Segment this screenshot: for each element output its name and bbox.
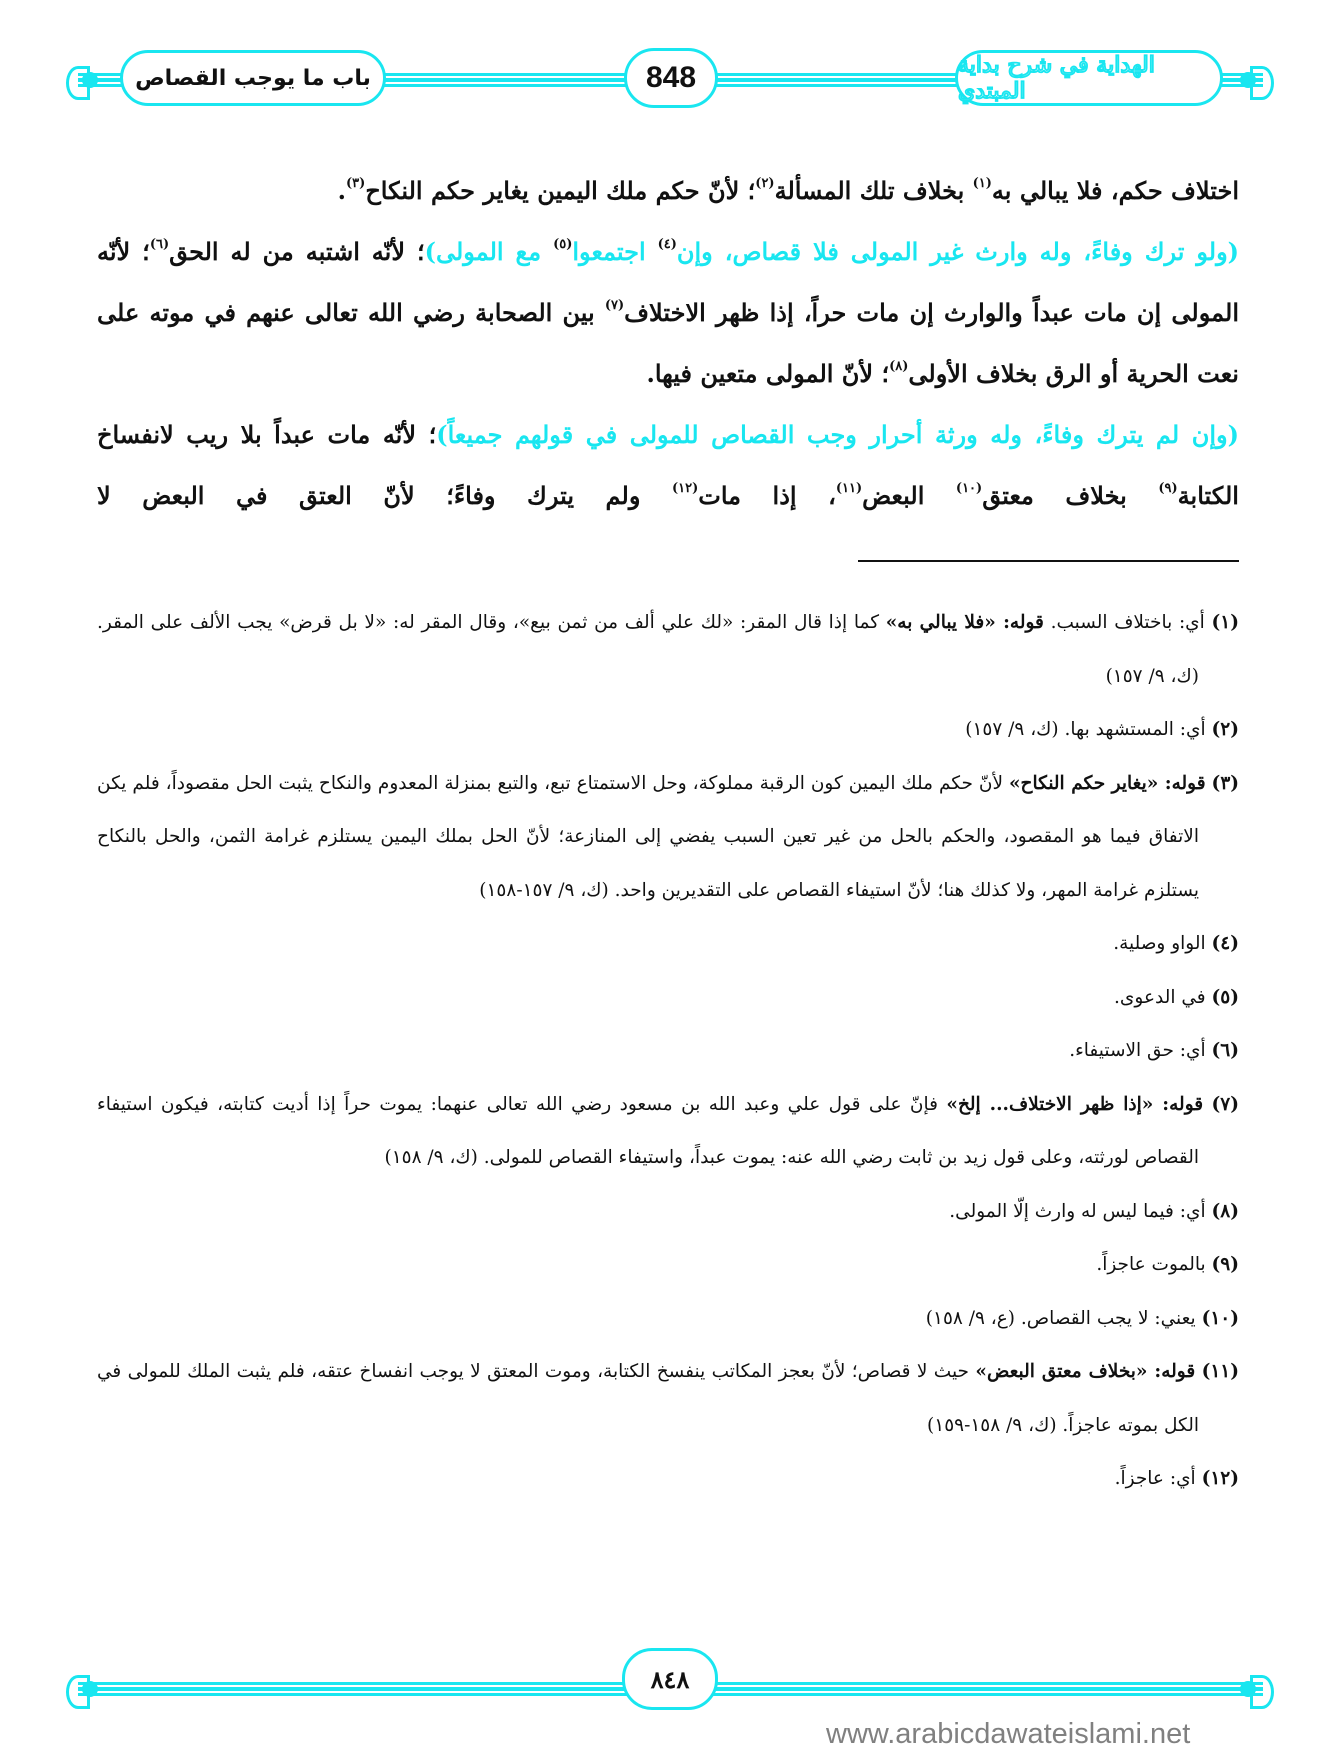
footnote-text: فإنّ على قول علي وعبد الله بن مسعود رضي الله تعالى عنهما: يموت حراً إذا أديت كتابته، فيكون استيفاء القصاص لورثته، وعلى قول زيد بن ثابت رضي الله عنه: يموت عبداً، واستيفاء القصاص للمولى. (ك، ٩/ ١٥٨) — [97, 1093, 1199, 1168]
footnote-lemma: قوله: «بخلاف معتق البعض» — [975, 1361, 1196, 1382]
footnote-ref[interactable]: (١٢) — [671, 481, 699, 496]
footnote-ref[interactable]: (٣) — [346, 176, 366, 191]
sharh-text: ؛ لأنّه اشتبه من له الحق — [169, 237, 425, 266]
footnote-text: أي: باختلاف السبب. — [1043, 612, 1205, 633]
book-title-logo: الهداية في شرح بداية المبتدي — [958, 52, 1155, 104]
chapter-title: باب ما يوجب القصاص — [135, 65, 371, 91]
footnote-number: (٩) — [1211, 1254, 1239, 1275]
footnote-number: (٤) — [1211, 933, 1239, 954]
footnote-text: أي: المستشهد بها. (ك، ٩/ ١٥٧) — [965, 719, 1206, 740]
footnote-ref[interactable]: (٧) — [604, 298, 625, 313]
footnote-ref[interactable]: (٤) — [657, 237, 677, 252]
footnote-text: أي: عاجزاً. — [1114, 1468, 1196, 1489]
footnote-ref[interactable]: (١٠) — [955, 481, 983, 496]
footnote-number: (٣) — [1211, 772, 1240, 794]
footnote-text: يعني: لا يجب القصاص. (ع، ٩/ ١٥٨) — [925, 1307, 1196, 1329]
matn-text: اجتمعوا — [572, 237, 658, 266]
footnote-ref[interactable]: (٩) — [1158, 481, 1178, 496]
footnote — [97, 971, 1239, 1025]
sharh-text: بين الصحابة رضي الله تعالى عنهم في موته على نعت الحرية أو الرق بخلاف الأولى — [97, 298, 1239, 388]
footnote-text: بالموت عاجزاً. — [1096, 1254, 1206, 1275]
footnote-text: الواو وصلية. — [1113, 933, 1206, 954]
sharh-text: اختلاف حكم، فلا يبالي به — [991, 176, 1239, 205]
footnote-ref[interactable]: (١) — [972, 176, 992, 191]
footnote — [97, 1024, 1239, 1078]
sharh-text: بخلاف معتق — [982, 481, 1159, 510]
page-number: 848 — [645, 61, 697, 94]
footnote-ref[interactable]: (٥) — [553, 237, 573, 252]
book-title-pill — [955, 50, 1223, 106]
sharh-text: البعض — [862, 481, 956, 510]
footnote-text: لأنّ حكم ملك اليمين كون الرقبة مملوكة، وحل الاستمتاع تبع، والتبع بمنزلة المعدوم والنكاح يثبت الحل مقصوداً، فلم يكن الاتفاق فيما هو المقصود، والحكم بالحل من غير تعين السبب يفضي إلى المنازعة؛ لأنّ الحل بملك اليمين يستلزم غرامة الثمن، والحل بالنكاح يستلزم غرامة المهر، ولا كذلك هنا؛ لأنّ استيفاء القصاص على التقديرين واحد. (ك، ٩/ ١٥٧-١٥٨) — [97, 772, 1199, 901]
ornament-knot — [82, 1681, 98, 1697]
footnote — [97, 757, 1239, 918]
matn-text: (وإن لم يترك وفاءً، وله ورثة أحرار وجب القصاص للمولى في قولهم جميعاً) — [436, 420, 1239, 449]
matn-text: (ولو ترك وفاءً، وله وارث غير المولى فلا قصاص، وإن — [676, 237, 1240, 266]
footnote-number: (١١) — [1201, 1361, 1239, 1382]
footnote-text: أي: حق الاستيفاء. — [1069, 1040, 1206, 1061]
main-paragraph — [97, 404, 1239, 526]
matn-text: مع المولى) — [424, 237, 554, 266]
sharh-text: ؛ لأنّه المولى إن مات عبداً والوارث إن مات حراً، إذا ظهر الاختلاف — [97, 237, 1239, 327]
sharh-text: بخلاف تلك المسألة — [774, 176, 973, 205]
footer-page-pill — [622, 1648, 718, 1710]
sharh-text: ؛ لأنّه مات عبداً بلا ريب لانفساخ الكتابة — [97, 420, 1239, 510]
footer-page-number: ٨٤٨ — [650, 1664, 690, 1694]
sharh-text: ؛ لأنّ المولى متعين فيها. — [646, 359, 890, 388]
footnote-ref[interactable]: (١١) — [835, 481, 863, 496]
footnote-number: (٥) — [1211, 986, 1239, 1008]
footnote — [97, 1185, 1239, 1239]
website-watermark: www.arabicdawateislami.net — [826, 1718, 1191, 1750]
page-number-pill — [624, 48, 718, 108]
footnote-text: كما إذا قال المقر: «لك علي ألف من ثمن بيع»، وقال المقر له: «لا بل قرض» يجب الألف على المقر. (ك، ٩/ ١٥٧) — [97, 612, 1199, 687]
main-paragraph — [97, 221, 1239, 404]
footnote-lemma: قوله: «فلا يبالي به» — [885, 612, 1044, 633]
sharh-text: ؛ لأنّ حكم ملك اليمين يغاير حكم النكاح — [365, 176, 756, 205]
footnote — [97, 1292, 1239, 1346]
footnote-ref[interactable]: (٢) — [755, 176, 775, 191]
footnote-separator — [858, 560, 1239, 562]
footnote-number: (١٢) — [1201, 1468, 1239, 1489]
footnote-ref[interactable]: (٨) — [889, 359, 909, 374]
ornament-knot — [1240, 72, 1256, 88]
chapter-title-pill — [120, 50, 386, 106]
footnote-number: (٦) — [1211, 1040, 1239, 1061]
footnotes — [97, 596, 1239, 1506]
sharh-text: . — [337, 176, 347, 205]
footnote-text: أي: فيما ليس له وارث إلّا المولى. — [949, 1200, 1206, 1222]
footnote — [97, 917, 1239, 971]
sharh-text: ، إذا مات — [698, 481, 836, 510]
footnote-lemma: قوله: «إذا ظهر الاختلاف... إلخ» — [946, 1093, 1204, 1115]
footnote — [97, 1078, 1239, 1185]
footnote — [97, 1238, 1239, 1292]
footnote-text: في الدعوى. — [1114, 986, 1206, 1008]
footnote — [97, 703, 1239, 757]
ornament-knot — [82, 72, 98, 88]
footnote — [97, 1345, 1239, 1452]
sharh-text: ولم يترك وفاءً؛ لأنّ العتق في البعض لا — [97, 481, 672, 510]
footnote-text: حيث لا قصاص؛ لأنّ بعجز المكاتب ينفسخ الكتابة، وموت المعتق لا يوجب انفساخ عتقه، فلم يثبت الملك للمولى في الكل بموته عاجزاً. (ك، ٩/ ١٥٨-١٥٩) — [97, 1361, 1199, 1436]
footnote-number: (١٠) — [1201, 1307, 1239, 1329]
footnote-number: (٧) — [1211, 1093, 1239, 1115]
footnote-number: (٢) — [1211, 719, 1239, 740]
footnote-ref[interactable]: (٦) — [149, 237, 170, 252]
ornament-knot — [1240, 1681, 1256, 1697]
footnote — [97, 596, 1239, 703]
footnote — [97, 1452, 1239, 1506]
footnote-lemma: قوله: «يغاير حكم النكاح» — [1008, 772, 1206, 794]
main-paragraph — [97, 160, 1239, 221]
main-text — [97, 160, 1239, 526]
footnote-number: (٨) — [1211, 1200, 1239, 1222]
footnote-number: (١) — [1211, 612, 1239, 633]
